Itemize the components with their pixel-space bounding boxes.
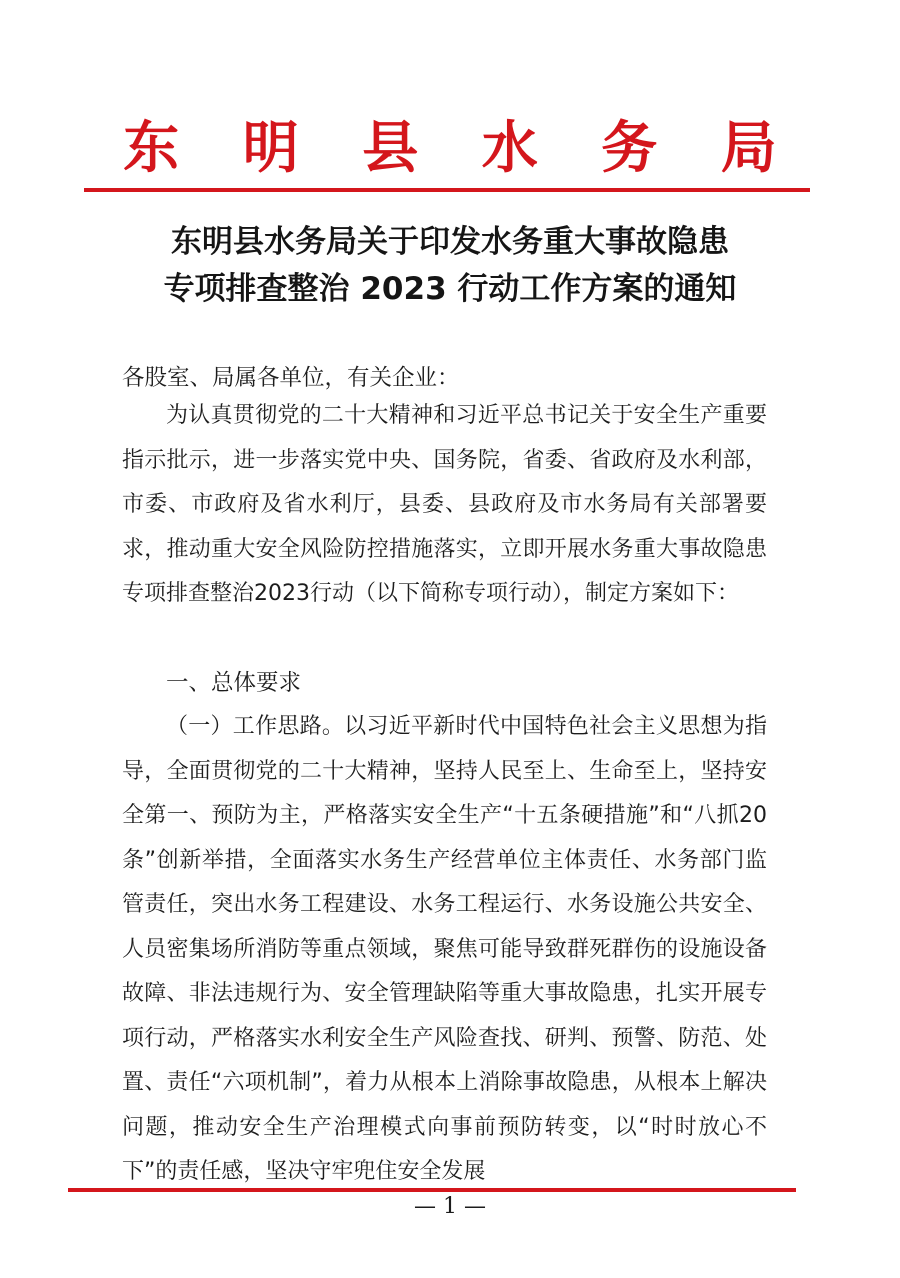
document-title-line-2: 专项排查整治 2023 行动工作方案的通知 [163,271,737,307]
header-red-rule [84,188,810,192]
intro-paragraph: 为认真贯彻党的二十大精神和习近平总书记关于安全生产重要指示批示，进一步落实党中央、国务院，省委、省政府及水利部，市委、市政府及省水利厅，县委、县政府及市水务局有关部署要求，推动重大安全风险防控措施落实，立即开展水务重大事故隐患专项排查整治2023行动（以下简称专项行动），制定方案如下： [122,403,767,606]
page-number: — 1 — [414,1194,486,1219]
salutation: 各股室、局属各单位，有关企业： [122,365,460,391]
section-heading: 一、总体要求 [166,670,302,696]
issuing-authority-header: 东 明 县 水 务 局 [123,115,799,181]
document-title-line-1: 东明县水务局关于印发水务重大事故隐患 [171,224,729,260]
work-thinking-paragraph: （一）工作思路。以习近平新时代中国特色社会主义思想为指导，全面贯彻党的二十大精神，坚持人民至上、生命至上，坚持安全第一、预防为主，严格落实安全生产“十五条硬措施”和“八抓20条”创新举措，全面落实水务生产经营单位主体责任、水务部门监管责任，突出水务工程建设、水务工程运行、水务设施公共安全、人员密集场所消防等重点领域，聚焦可能导致群死群伤的设施设备故障、非法违规行为、安全管理缺陷等重大事故隐患，扎实开展专项行动，严格落实水利安全生产风险查找、研判、预警、防范、处置、责任“六项机制”，着力从根本上消除事故隐患，从根本上解决问题，推动安全生产治理模式向事前预防转变，以“时时放心不下”的责任感，坚决守牢兜住安全发展 [122,714,767,1184]
